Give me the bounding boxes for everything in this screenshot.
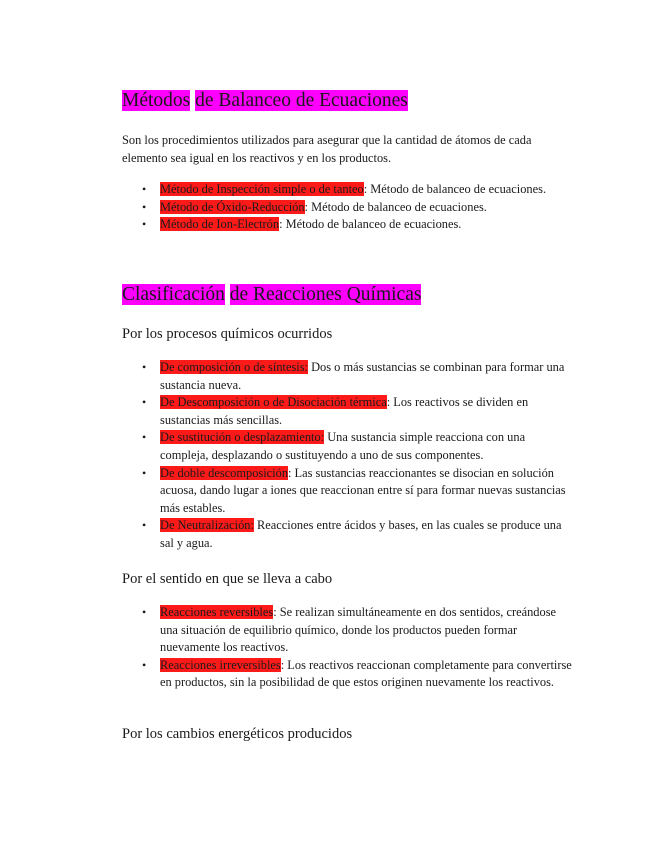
section-title-clasificacion (122, 283, 421, 307)
list-item (122, 359, 572, 394)
term-description: : Método de balanceo de ecuaciones. (279, 217, 462, 232)
list-item (122, 657, 572, 692)
term-description: : Los reactivos reaccionan completamente para convertirse en productos, sin la posibilidad de que estos originen nuevamente los reactivos. (160, 657, 572, 690)
list-item (122, 181, 572, 199)
highlighted-term: De Descomposición o de Disociación térmica (160, 395, 387, 410)
highlighted-term: De doble descomposición (160, 465, 289, 480)
highlighted-term: Método de Óxido-Reducción (160, 199, 305, 214)
term-description: : Método de balanceo de ecuaciones. (363, 182, 547, 196)
title-highlight-word: Métodos (122, 90, 191, 111)
list-item (122, 517, 572, 552)
reaction-types-list (122, 359, 572, 553)
term-description: : Los reactivos se dividen en sustancias más sencillas. (160, 395, 529, 427)
list-item (122, 394, 572, 429)
term-description: : Las sustancias reaccionantes se disocian en solución acuosa, dando lugar a iones que reaccionan entre sí para formar nuevas sustancias más estables. (160, 465, 566, 515)
term-description: : Se realizan simultáneamente en dos sentidos, creándose una situación de equilibrio químico, donde los productos pueden formar nuevamente los reactivos. (160, 605, 557, 655)
highlighted-term: Método de Inspección simple o de tanteo (160, 182, 364, 196)
list-item (122, 199, 572, 217)
subsection-heading-energeticos: Por los cambios energéticos producidos (122, 726, 353, 742)
title-highlight-rest: de Reacciones Químicas (229, 284, 422, 305)
highlighted-term: De composición o de síntesis: (160, 360, 308, 374)
subsection-heading-procesos: Por los procesos químicos ocurridos (122, 326, 333, 342)
term-description: : Método de balanceo de ecuaciones. (304, 199, 487, 214)
term-description: Una sustancia simple reacciona con una compleja, desplazando o sustituyendo a uno de sus componentes. (160, 430, 526, 462)
term-description: Dos o más sustancias se combinan para formar una sustancia nueva. (160, 360, 565, 392)
reaction-direction-list (122, 604, 572, 692)
term-description: Reacciones entre ácidos y bases, en las cuales se produce una sal y agua. (160, 518, 562, 550)
list-item (122, 604, 572, 657)
methods-list (122, 181, 572, 234)
list-item (122, 465, 572, 518)
highlighted-term: De Neutralización: (160, 518, 254, 533)
title-highlight-word: Clasificación (122, 284, 225, 305)
highlighted-term: De sustitución o desplazamiento: (160, 430, 325, 445)
highlighted-term: Reacciones reversibles (160, 605, 274, 619)
subsection-heading-sentido: Por el sentido en que se lleva a cabo (122, 571, 333, 587)
section-title-metodos (122, 89, 408, 113)
title-highlight-rest: de Balanceo de Ecuaciones (195, 90, 408, 111)
highlighted-term: Reacciones irreversibles (160, 657, 281, 672)
list-item (122, 216, 572, 234)
highlighted-term: Método de Ion-Electrón (160, 217, 280, 232)
section-intro-paragraph: Son los procedimientos utilizados para asegurar que la cantidad de átomos de cada elemento sea igual en los reactivos y en los productos. (122, 133, 532, 165)
list-item (122, 429, 572, 464)
